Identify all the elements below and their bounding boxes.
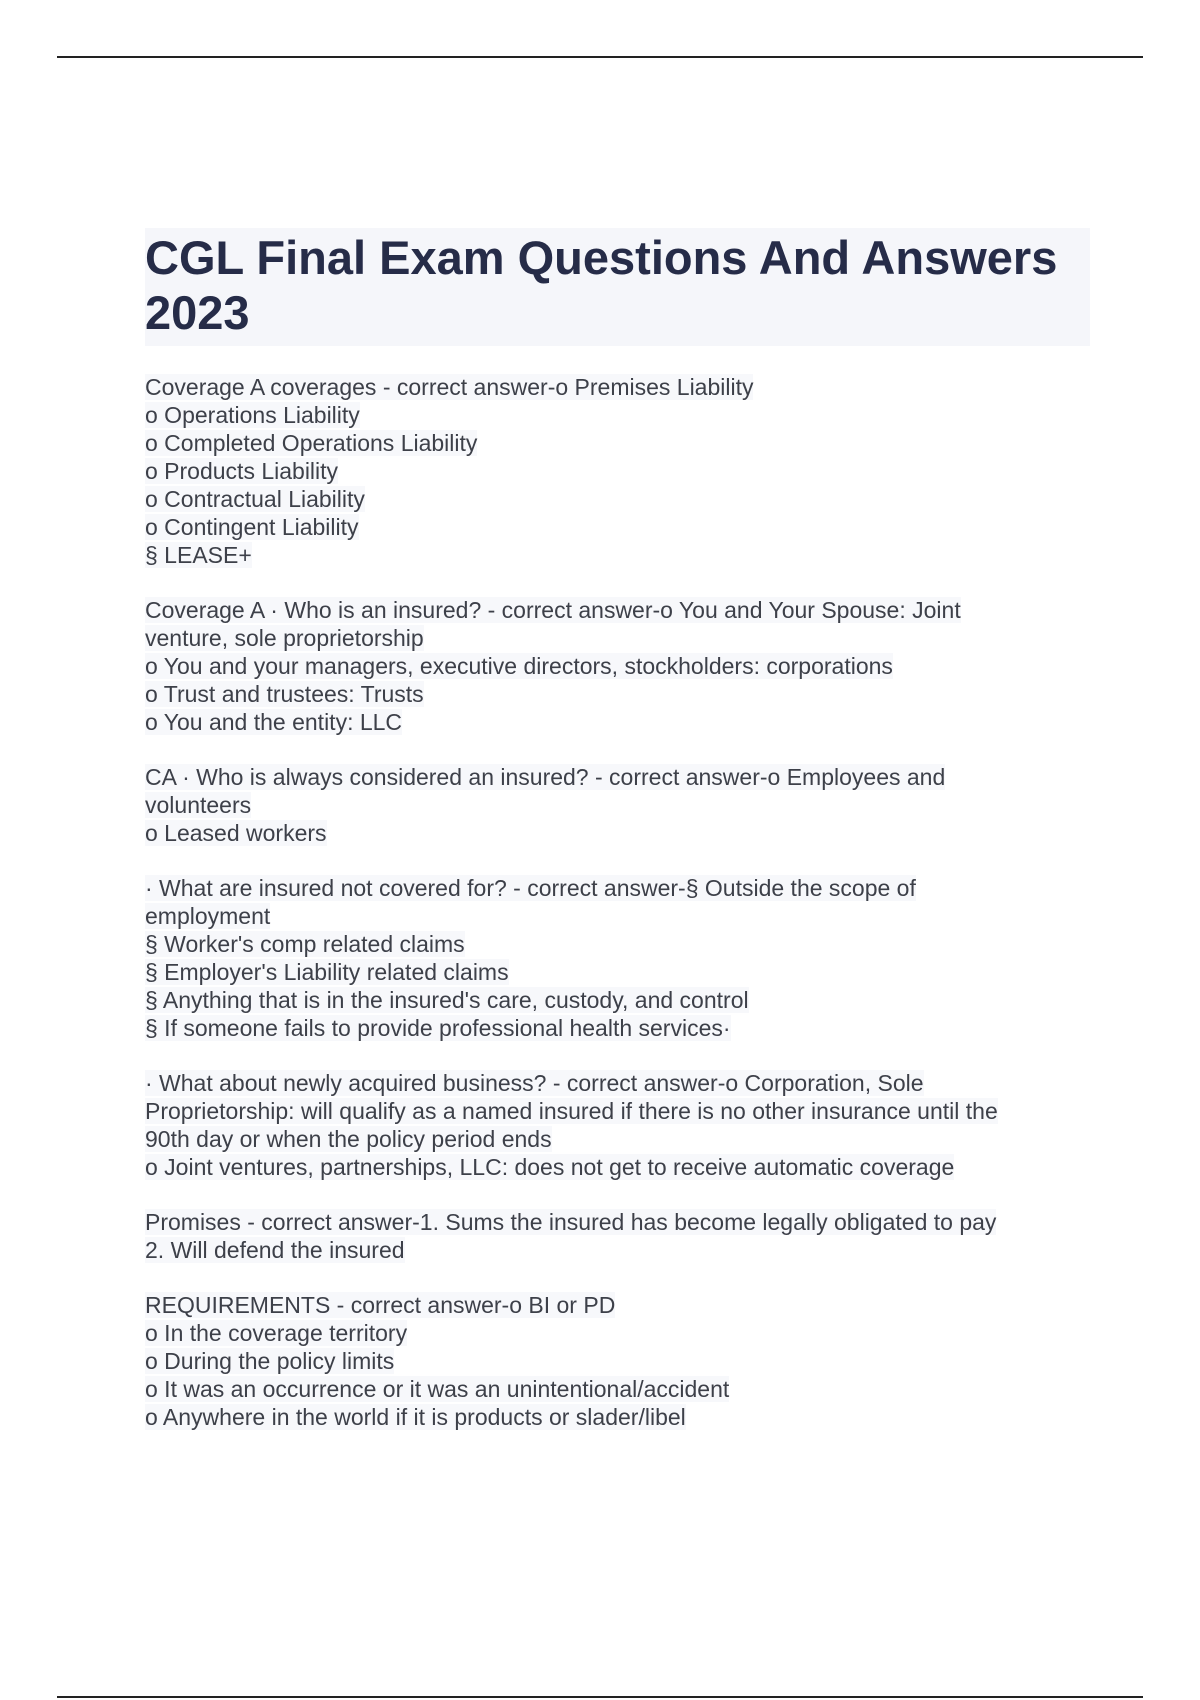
qa-line-text: o Leased workers bbox=[145, 820, 327, 846]
qa-line-text: o It was an occurrence or it was an unintentional/accident bbox=[145, 1376, 730, 1402]
qa-answer-line bbox=[145, 401, 1090, 429]
qa-answer-line bbox=[145, 819, 1090, 847]
qa-answer-line bbox=[145, 1347, 1090, 1375]
qa-line-text: o You and the entity: LLC bbox=[145, 709, 403, 735]
qa-line-text: § LEASE+ bbox=[145, 542, 252, 568]
qa-line-text: o Completed Operations Liability bbox=[145, 430, 478, 456]
qa-line-text: venture, sole proprietorship bbox=[145, 625, 424, 651]
qa-answer-line bbox=[145, 1153, 1090, 1181]
qa-item bbox=[145, 874, 1090, 1042]
qa-question-line bbox=[145, 1069, 1090, 1097]
qa-answer-line bbox=[145, 485, 1090, 513]
document-title: CGL Final Exam Questions And Answers 2023 bbox=[145, 228, 1090, 346]
qa-line-text: o Operations Liability bbox=[145, 402, 360, 428]
qa-line-text: o Contingent Liability bbox=[145, 514, 359, 540]
qa-line-text: employment bbox=[145, 903, 271, 929]
qa-question-line bbox=[145, 1208, 1090, 1236]
qa-item bbox=[145, 1069, 1090, 1181]
qa-line-text: o Anywhere in the world if it is products or slader/libel bbox=[145, 1404, 686, 1430]
qa-answer-line bbox=[145, 958, 1090, 986]
qa-answer-line bbox=[145, 708, 1090, 736]
qa-line-text: o You and your managers, executive directors, stockholders: corporations bbox=[145, 653, 893, 679]
qa-item bbox=[145, 763, 1090, 847]
qa-answer-line bbox=[145, 902, 1090, 930]
qa-answer-line bbox=[145, 680, 1090, 708]
qa-answer-line bbox=[145, 1014, 1090, 1042]
qa-line-text: Proprietorship: will qualify as a named insured if there is no other insurance until the bbox=[145, 1098, 998, 1124]
qa-answer-line bbox=[145, 624, 1090, 652]
qa-line-text: 90th day or when the policy period ends bbox=[145, 1126, 552, 1152]
qa-line-text: REQUIREMENTS - correct answer-o BI or PD bbox=[145, 1292, 616, 1318]
qa-question-line bbox=[145, 763, 1090, 791]
qa-list bbox=[145, 373, 1090, 1431]
qa-answer-line bbox=[145, 1236, 1090, 1264]
qa-line-text: o Trust and trustees: Trusts bbox=[145, 681, 424, 707]
qa-answer-line bbox=[145, 1319, 1090, 1347]
qa-answer-line bbox=[145, 930, 1090, 958]
qa-answer-line bbox=[145, 457, 1090, 485]
qa-answer-line bbox=[145, 986, 1090, 1014]
qa-answer-line bbox=[145, 429, 1090, 457]
qa-question-line bbox=[145, 373, 1090, 401]
qa-item bbox=[145, 373, 1090, 569]
document-body bbox=[145, 228, 1090, 1458]
qa-line-text: 2. Will defend the insured bbox=[145, 1237, 405, 1263]
qa-item bbox=[145, 596, 1090, 736]
qa-line-text: o During the policy limits bbox=[145, 1348, 395, 1374]
qa-answer-line bbox=[145, 541, 1090, 569]
qa-line-text: o Contractual Liability bbox=[145, 486, 365, 512]
qa-answer-line bbox=[145, 513, 1090, 541]
qa-answer-line bbox=[145, 1097, 1090, 1125]
qa-line-text: Coverage A coverages - correct answer-o Premises Liability bbox=[145, 374, 754, 400]
qa-line-text: · What about newly acquired business? - correct answer-o Corporation, Sole bbox=[145, 1070, 924, 1096]
qa-item bbox=[145, 1208, 1090, 1264]
qa-line-text: § Worker's comp related claims bbox=[145, 931, 465, 957]
qa-answer-line bbox=[145, 791, 1090, 819]
qa-line-text: o Joint ventures, partnerships, LLC: does not get to receive automatic coverage bbox=[145, 1154, 955, 1180]
qa-line-text: · What are insured not covered for? - correct answer-§ Outside the scope of bbox=[145, 875, 916, 901]
qa-question-line bbox=[145, 1291, 1090, 1319]
qa-item bbox=[145, 1291, 1090, 1431]
qa-line-text: § Employer's Liability related claims bbox=[145, 959, 509, 985]
qa-question-line bbox=[145, 874, 1090, 902]
qa-line-text: § If someone fails to provide professional health services· bbox=[145, 1015, 731, 1041]
qa-line-text: o In the coverage territory bbox=[145, 1320, 408, 1346]
qa-line-text: Coverage A · Who is an insured? - correct answer-o You and Your Spouse: Joint bbox=[145, 597, 961, 623]
qa-answer-line bbox=[145, 1375, 1090, 1403]
qa-answer-line bbox=[145, 1403, 1090, 1431]
qa-line-text: o Products Liability bbox=[145, 458, 339, 484]
qa-question-line bbox=[145, 596, 1090, 624]
qa-line-text: § Anything that is in the insured's care, custody, and control bbox=[145, 987, 749, 1013]
qa-answer-line bbox=[145, 652, 1090, 680]
footer-rule bbox=[57, 1696, 1143, 1698]
qa-line-text: Promises - correct answer-1. Sums the insured has become legally obligated to pay bbox=[145, 1209, 997, 1235]
header-rule bbox=[57, 56, 1143, 58]
qa-line-text: CA · Who is always considered an insured? - correct answer-o Employees and bbox=[145, 764, 946, 790]
qa-answer-line bbox=[145, 1125, 1090, 1153]
qa-line-text: volunteers bbox=[145, 792, 252, 818]
